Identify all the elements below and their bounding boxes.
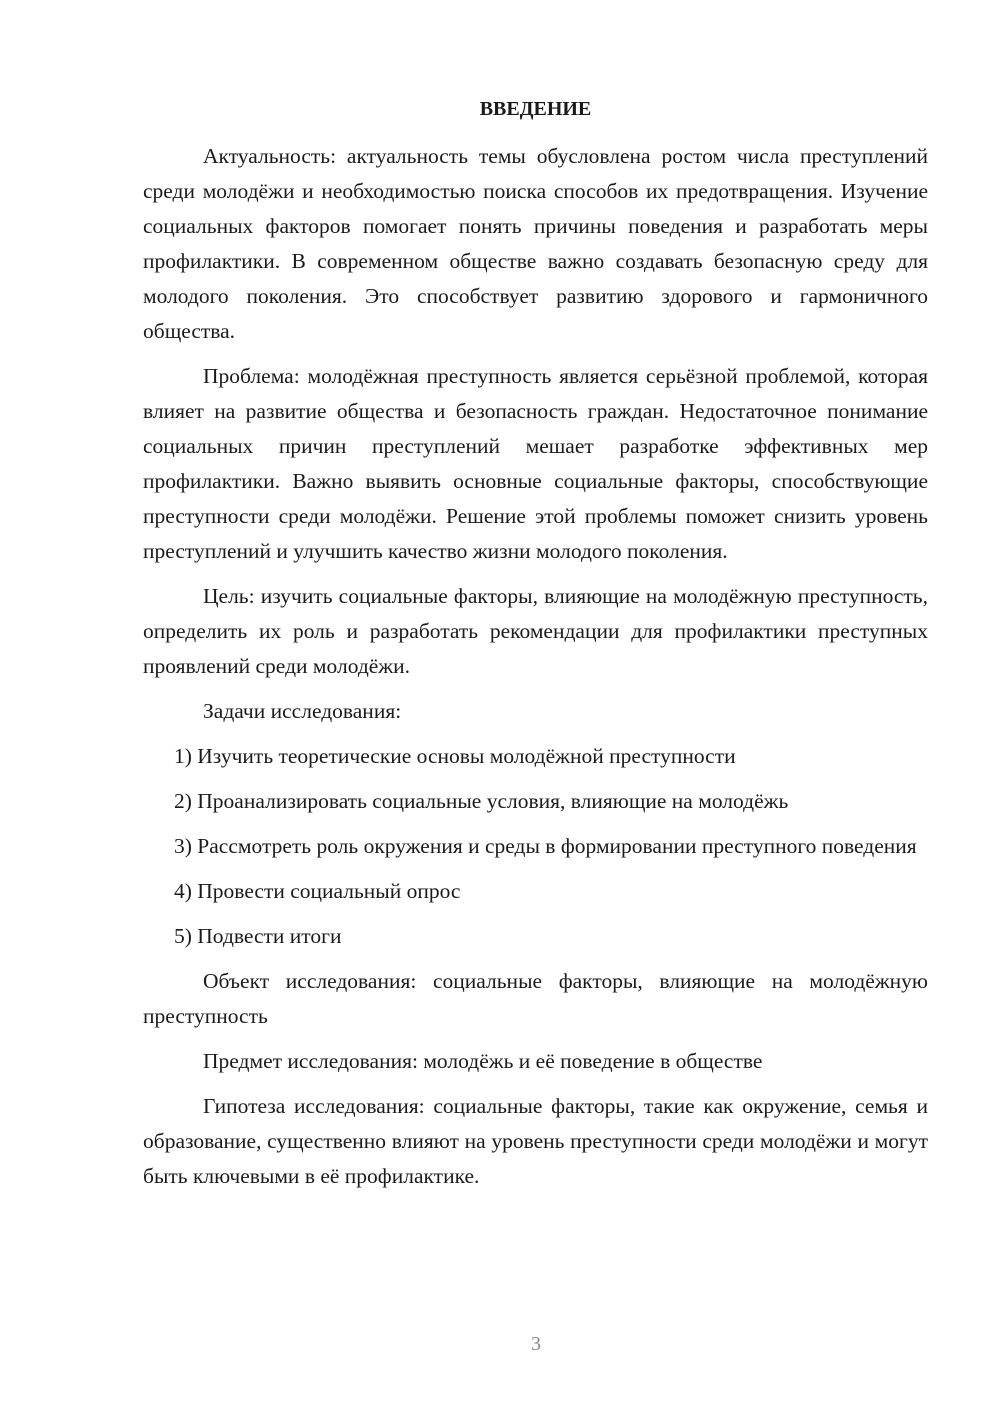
task-item-3: 3) Рассмотреть роль окружения и среды в формировании преступного поведения [174,834,917,858]
document-title: ВВЕДЕНИЕ [479,98,592,120]
hypothesis-paragraph: Гипотеза исследования: социальные факторы, такие как окружение, семья и образование, существенно влияют на уровень преступности среди молодёжи и могут быть ключевыми в её профилактике. [143,1094,928,1188]
document-page [143,92,928,1204]
page-number: 3 [531,1333,541,1355]
object-paragraph: Объект исследования: социальные факторы, влияющие на молодёжную преступность [143,969,928,1028]
relevance-paragraph: Актуальность: актуальность темы обусловлена ростом числа преступлений среди молодёжи и необходимостью поиска способов их предотвращения. Изучение социальных факторов помогает понять причины поведения и разработать меры профилактики. В современном обществе важно создавать безопасную среду для молодого поколения. Это способствует развитию здорового и гармоничного общества. [143,144,928,343]
task-item-5: 5) Подвести итоги [174,924,342,948]
subject-paragraph: Предмет исследования: молодёжь и её поведение в обществе [203,1049,763,1073]
task-item-2: 2) Проанализировать социальные условия, влияющие на молодёжь [174,789,789,813]
task-item-4: 4) Провести социальный опрос [174,879,461,903]
problem-paragraph: Проблема: молодёжная преступность является серьёзной проблемой, которая влияет на развитие общества и безопасность граждан. Недостаточное понимание социальных причин преступлений мешает разработке эффективных мер профилактики. Важно выявить основные социальные факторы, способствующие преступности среди молодёжи. Решение этой проблемы поможет снизить уровень преступлений и улучшить качество жизни молодого поколения. [143,364,928,563]
goal-paragraph: Цель: изучить социальные факторы, влияющие на молодёжную преступность, определить их роль и разработать рекомендации для профилактики преступных проявлений среди молодёжи. [143,584,928,678]
task-item-1: 1) Изучить теоретические основы молодёжной преступности [174,744,736,768]
tasks-list [143,739,928,954]
tasks-heading: Задачи исследования: [203,699,402,723]
